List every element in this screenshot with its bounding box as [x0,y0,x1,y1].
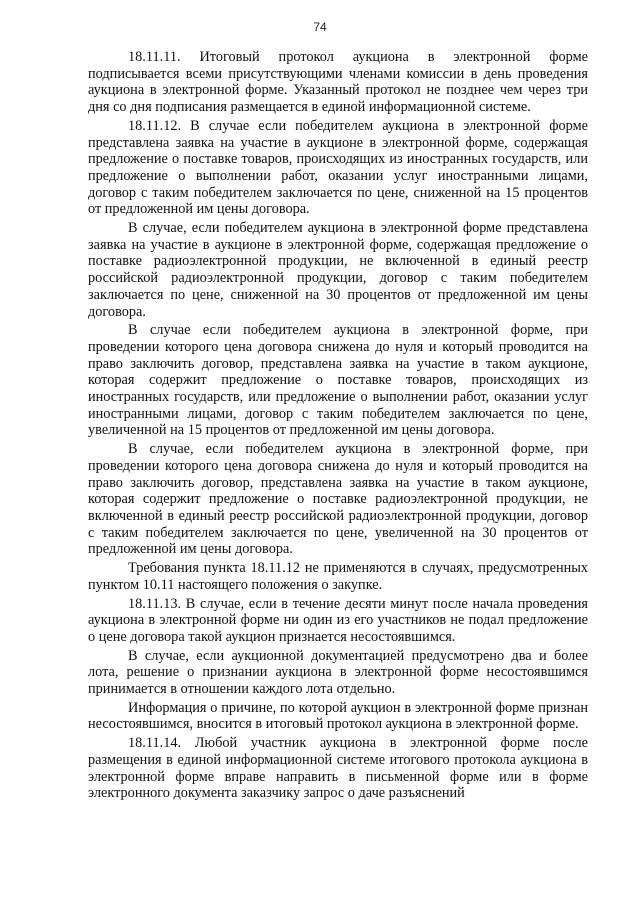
paragraph-18-11-11: 18.11.11. Итоговый протокол аукциона в электронной форме подписывается всеми присутствующими членами комиссии в день проведения аукциона в электронной форме. Указанный протокол не позднее чем через три дня со дня подписания размещается в единой информационной системе. [88,49,588,116]
paragraph-radioelectronic-reduction: В случае, если победителем аукциона в электронной форме представлена заявка на участие в аукционе в электронной форме, содержащая предложение о поставке радиоэлектронной продукции, не включенной в единый реестр российской радиоэлектронной продукции, договор с таким победителем заключается по цене, сниженной на 30 процентов от предложенной им цены договора. [88,220,588,320]
paragraph-18-11-14: 18.11.14. Любой участник аукциона в электронной форме после размещения в единой информационной системе итогового протокола аукциона в электронной форме вправе направить в письменной форме или в форме электронного документа заказчику запрос о даче разъяснений [88,735,588,802]
paragraph-multiple-lots: В случае, если аукционной документацией предусмотрено два и более лота, решение о признании аукциона в электронной форме несостоявшимся принимается в отношении каждого лота отдельно. [88,647,588,698]
paragraph-requirements-exception: Требования пункта 18.11.12 не применяются в случаях, предусмотренных пунктом 10.11 настоящего положения о закупке. [88,560,588,593]
paragraph-zero-price-radioelectronic: В случае, если победителем аукциона в электронной форме, при проведении которого цена договора снижена до нуля и который проводится на право заключить договор, представлена заявка на участие в таком аукционе, которая содержит предложение о поставке радиоэлектронной продукции, не включенной в единый реестр российской радиоэлектронной продукции, договор с таким победителем заключается по цене, увеличенной на 30 процентов от предложенной им цены договора. [88,441,588,558]
paragraph-18-11-12: 18.11.12. В случае если победителем аукциона в электронной форме представлена заявка на участие в аукционе в электронной форме, содержащая предложение о поставке товаров, происходящих из иностранных государств, или предложение о выполнении работ, оказании услуг иностранными лицами, договор с таким победителем заключается по цене, сниженной на 15 процентов от предложенной им цены договора. [88,117,588,218]
page-number: 74 [313,20,327,34]
document-body [88,49,588,804]
paragraph-zero-price-foreign: В случае если победителем аукциона в электронной форме, при проведении которого цена договора снижена до нуля и который проводится на право заключить договор, представлена заявка на участие в таком аукционе, которая содержит предложение о поставке товаров, происходящих из иностранных государств, или предложение о выполнении работ, оказании услуг иностранными лицами, договор с таким победителем заключается по цене, увеличенной на 15 процентов от предложенной им цены договора. [88,322,588,439]
paragraph-failure-reason: Информация о причине, по которой аукцион в электронной форме признан несостоявшимся, вносится в итоговый протокол аукциона в электронной форме. [88,699,588,733]
paragraph-18-11-13: 18.11.13. В случае, если в течение десяти минут после начала проведения аукциона в электронной форме ни один из его участников не подал предложение о цене договора такой аукцион признается несостоявшимся. [88,595,588,645]
